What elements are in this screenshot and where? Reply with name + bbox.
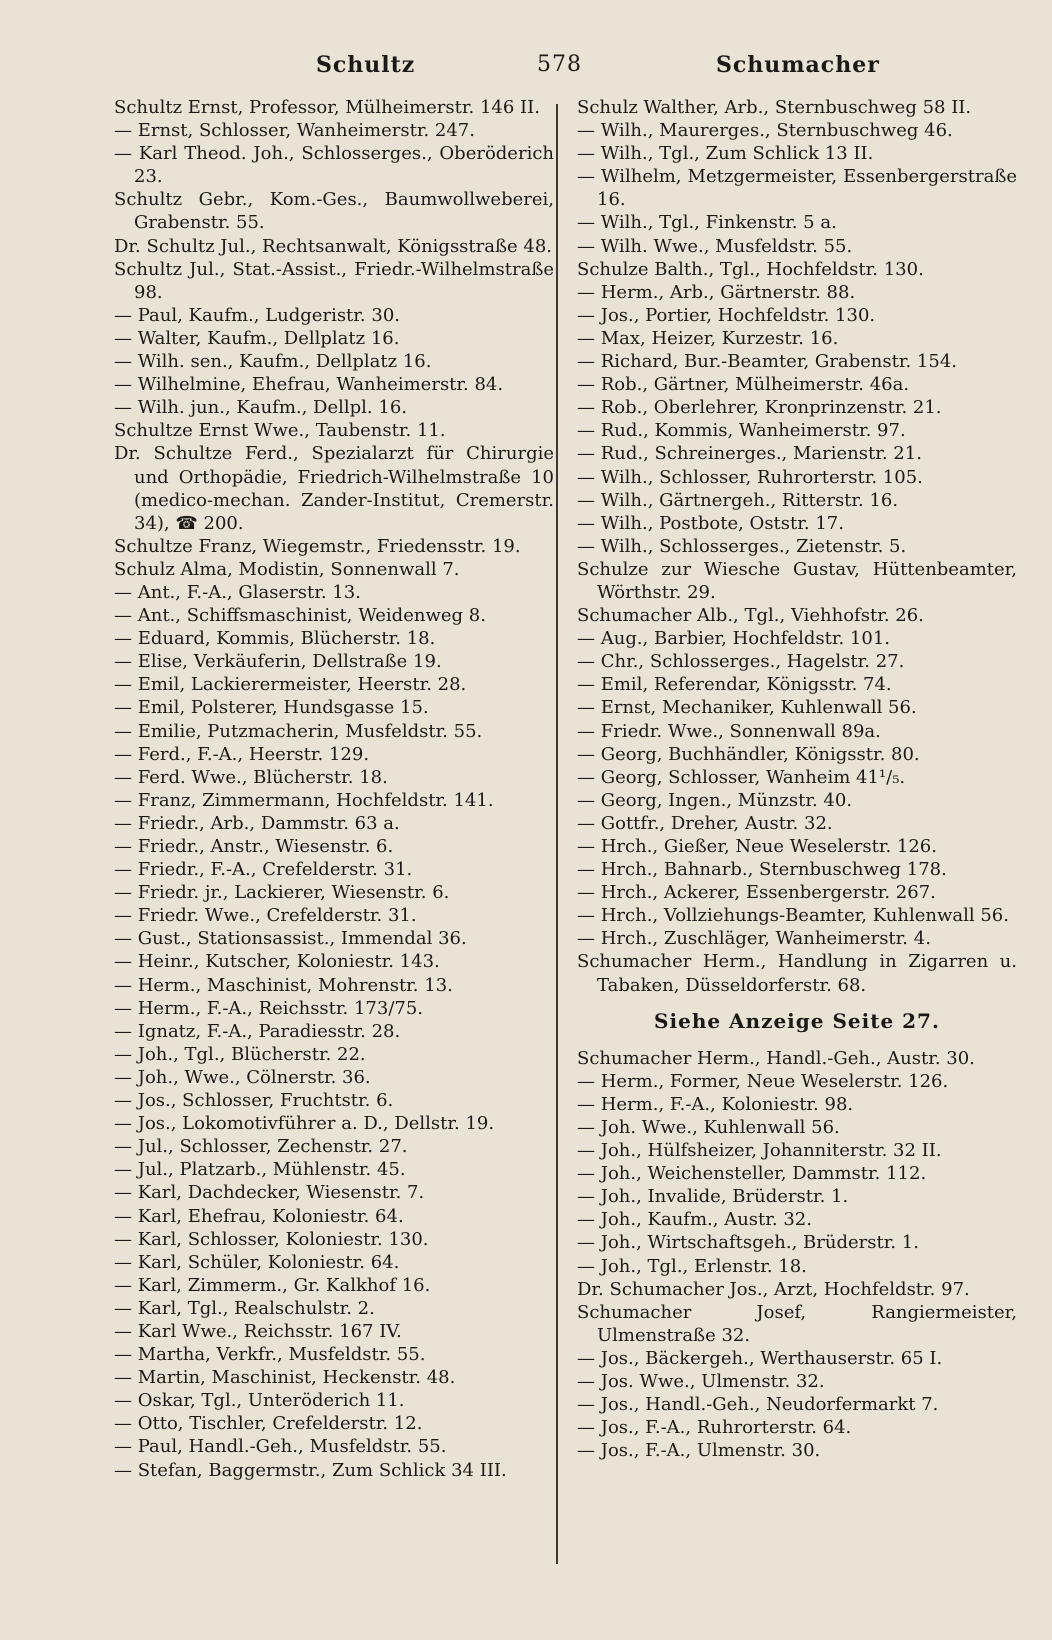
directory-entry: — Emil, Polsterer, Hundsgasse 15. (114, 697, 429, 719)
directory-entry: — Rob., Gärtner, Mülheimerstr. 46a. (577, 374, 910, 396)
directory-entry: — Karl, Schlosser, Koloniestr. 130. (114, 1228, 429, 1250)
directory-entry: — Friedr. Wwe., Sonnenwall 89a. (577, 720, 881, 742)
header-right-name: Schumacher (716, 52, 880, 78)
header-left-name: Schultz (316, 52, 416, 78)
directory-entry: — Hrch., Gießer, Neue Weselerstr. 126. (577, 836, 937, 857)
left-column (114, 96, 554, 1482)
directory-entry: — Herm., F.-A., Koloniestr. 98. (577, 1093, 854, 1115)
directory-entry: — Wilh., Schlosserges., Zietenstr. 5. (577, 535, 907, 557)
ad-notice: Siehe Anzeige Seite 27. (654, 1008, 940, 1033)
directory-entry: — Wilh., Schlosser, Ruhrorterstr. 105. (577, 466, 923, 488)
directory-entry: — Paul, Handl.-Geh., Musfeldstr. 55. (114, 1436, 447, 1458)
directory-entry: Schumacher Herm., Handlung in Zigarren u. Tabaken, Düsseldorferstr. 68. (577, 951, 1017, 996)
directory-entry: — Karl, Ehefrau, Koloniestr. 64. (114, 1205, 404, 1227)
directory-entry: — Ignatz, F.-A., Paradiesstr. 28. (114, 1020, 401, 1042)
right-column (577, 96, 1017, 1462)
directory-entry: — Eduard, Kommis, Blücherstr. 18. (114, 628, 436, 650)
directory-entry: — Herm., Arb., Gärtnerstr. 88. (577, 281, 856, 303)
directory-entry: — Martha, Verkfr., Musfeldstr. 55. (114, 1344, 426, 1366)
directory-entry: — Georg, Buchhändler, Königsstr. 80. (577, 743, 920, 765)
directory-entry: — Karl, Dachdecker, Wiesenstr. 7. (114, 1182, 425, 1204)
directory-entry: — Oskar, Tgl., Unteröderich 11. (114, 1390, 405, 1412)
directory-entry: Schultz Ernst, Professor, Mülheimerstr. 146 II. (114, 97, 540, 118)
directory-entry: — Aug., Barbier, Hochfeldstr. 101. (577, 628, 890, 650)
directory-entry: Schultz Jul., Stat.-Assist., Friedr.-Wilhelmstraße 98. (114, 258, 554, 303)
directory-entry: — Jul., Schlosser, Zechenstr. 27. (114, 1136, 408, 1158)
directory-entry: — Hrch., Zuschläger, Wanheimerstr. 4. (577, 928, 931, 950)
directory-entry: — Wilhelm, Metzgermeister, Essenbergerstraße 16. (577, 166, 1017, 211)
directory-entry: — Friedr. jr., Lackierer, Wiesenstr. 6. (114, 882, 450, 904)
directory-entry: — Wilh. Wwe., Musfeldstr. 55. (577, 235, 853, 257)
directory-entry: — Karl, Tgl., Realschulstr. 2. (114, 1297, 375, 1319)
directory-entry: — Friedr., Arb., Dammstr. 63 a. (114, 812, 400, 834)
directory-entry: — Wilh., Tgl., Zum Schlick 13 II. (577, 143, 874, 165)
directory-entry: — Emilie, Putzmacherin, Musfeldstr. 55. (114, 720, 483, 742)
directory-entry: — Joh., Kaufm., Austr. 32. (577, 1209, 812, 1231)
directory-entry: Schulz Walther, Arb., Sternbuschweg 58 II. (577, 97, 972, 118)
directory-entry: — Wilh., Gärtnergeh., Ritterstr. 16. (577, 489, 899, 511)
page-number: 578 (537, 52, 582, 77)
directory-entry: — Heinr., Kutscher, Koloniestr. 143. (114, 951, 440, 973)
directory-entry: — Herm., Maschinist, Mohrenstr. 13. (114, 974, 453, 996)
directory-entry: — Jul., Platzarb., Mühlenstr. 45. (114, 1159, 406, 1181)
column-divider (556, 104, 558, 1564)
directory-entry: — Karl Wwe., Reichsstr. 167 IV. (114, 1320, 402, 1342)
directory-entry: — Joh., Tgl., Blücherstr. 22. (114, 1043, 366, 1065)
directory-entry: — Jos., Portier, Hochfeldstr. 130. (577, 304, 876, 326)
directory-entry: — Richard, Bur.-Beamter, Grabenstr. 154. (577, 351, 957, 373)
directory-entry: — Friedr., F.-A., Crefelderstr. 31. (114, 859, 413, 881)
directory-entry: Schulz Alma, Modistin, Sonnenwall 7. (114, 558, 460, 580)
directory-entry: — Herm., Former, Neue Weselerstr. 126. (577, 1070, 949, 1092)
directory-entry: — Jos., Schlosser, Fruchtstr. 6. (114, 1090, 394, 1112)
directory-entry: Dr. Schultz Jul., Rechtsanwalt, Königsstraße 48. (114, 235, 553, 257)
directory-entry: — Hrch., Vollziehungs-Beamter, Kuhlenwall 56. (577, 905, 1009, 927)
directory-entry: Schultze Ernst Wwe., Taubenstr. 11. (114, 420, 446, 442)
directory-entry: — Martin, Maschinist, Heckenstr. 48. (114, 1367, 456, 1389)
directory-entry: — Wilh., Postbote, Oststr. 17. (577, 512, 844, 534)
directory-entry: — Jos. Wwe., Ulmenstr. 32. (577, 1370, 825, 1392)
directory-entry: — Ferd., F.-A., Heerstr. 129. (114, 743, 370, 765)
directory-entry: — Hrch., Ackerer, Essenbergerstr. 267. (577, 882, 936, 904)
directory-entry: — Ernst, Mechaniker, Kuhlenwall 56. (577, 697, 917, 719)
directory-entry: — Georg, Schlosser, Wanheim 41¹/₅. (577, 766, 906, 788)
directory-entry: — Joh., Weichensteller, Dammstr. 112. (577, 1163, 927, 1185)
directory-entry: — Walter, Kaufm., Dellplatz 16. (114, 327, 400, 349)
directory-entry: — Joh., Tgl., Erlenstr. 18. (577, 1255, 807, 1277)
directory-entry: — Ant., F.-A., Glaserstr. 13. (114, 581, 361, 603)
directory-entry: Dr. Schultze Ferd., Spezialarzt für Chirurgie und Orthopädie, Friedrich-Wilhelmstraße 10 (medico-mechan. Zander-Institut, Cremerstr. 34), ☎ 200. (114, 443, 554, 534)
directory-entry: — Ferd. Wwe., Blücherstr. 18. (114, 766, 388, 788)
directory-entry: — Friedr., Anstr., Wiesenstr. 6. (114, 836, 394, 857)
directory-entry: Schultze Franz, Wiegemstr., Friedensstr. 19. (114, 535, 521, 557)
directory-entry: — Max, Heizer, Kurzestr. 16. (577, 327, 839, 349)
directory-entry: — Karl, Zimmerm., Gr. Kalkhof 16. (114, 1274, 431, 1296)
directory-entry: — Otto, Tischler, Crefelderstr. 12. (114, 1413, 423, 1435)
directory-entry: — Jos., F.-A., Ulmenstr. 30. (577, 1440, 821, 1462)
directory-entry: — Ant., Schiffsmaschinist, Weidenweg 8. (114, 605, 486, 627)
directory-entry: Schultz Gebr., Kom.-Ges., Baumwollweberei, Grabenstr. 55. (114, 189, 554, 234)
right-column-bottom (577, 1047, 1017, 1463)
directory-entry: — Rob., Oberlehrer, Kronprinzenstr. 21. (577, 397, 942, 419)
directory-entry: — Jos., Handl.-Geh., Neudorfermarkt 7. (577, 1394, 939, 1416)
right-column-top (577, 96, 1017, 997)
directory-entry: — Karl, Schüler, Koloniestr. 64. (114, 1251, 400, 1273)
directory-entry: — Gust., Stationsassist., Immendal 36. (114, 928, 467, 950)
directory-entry: Schumacher Alb., Tgl., Viehhofstr. 26. (577, 605, 924, 627)
directory-entry: — Hrch., Bahnarb., Sternbuschweg 178. (577, 859, 947, 881)
directory-entry: Schulze zur Wiesche Gustav, Hüttenbeamter, Wörthstr. 29. (577, 558, 1017, 603)
directory-entry: — Franz, Zimmermann, Hochfeldstr. 141. (114, 789, 494, 811)
directory-entry: — Joh., Invalide, Brüderstr. 1. (577, 1186, 849, 1208)
directory-entry: — Joh. Wwe., Kuhlenwall 56. (577, 1116, 840, 1138)
directory-entry: — Emil, Referendar, Königsstr. 74. (577, 674, 892, 696)
directory-entry: — Georg, Ingen., Münzstr. 40. (577, 789, 853, 811)
directory-entry: — Stefan, Baggermstr., Zum Schlick 34 III. (114, 1459, 507, 1481)
directory-entry: — Chr., Schlosserges., Hagelstr. 27. (577, 651, 905, 673)
directory-entry: — Joh., Wirtschaftsgeh., Brüderstr. 1. (577, 1232, 919, 1254)
directory-entry: — Joh., Hülfsheizer, Johanniterstr. 32 II. (577, 1140, 942, 1162)
directory-entry: — Wilh. jun., Kaufm., Dellpl. 16. (114, 397, 408, 419)
directory-entry: — Wilhelmine, Ehefrau, Wanheimerstr. 84. (114, 374, 504, 396)
directory-entry: — Jos., Lokomotivführer a. D., Dellstr. 19. (114, 1113, 495, 1135)
directory-entry: — Gottfr., Dreher, Austr. 32. (577, 812, 833, 834)
directory-entry: — Rud., Kommis, Wanheimerstr. 97. (577, 420, 906, 442)
directory-entry: — Paul, Kaufm., Ludgeristr. 30. (114, 304, 400, 326)
directory-entry: — Emil, Lackierermeister, Heerstr. 28. (114, 674, 467, 696)
directory-entry: — Wilh., Tgl., Finkenstr. 5 a. (577, 212, 837, 234)
directory-entry: — Wilh. sen., Kaufm., Dellplatz 16. (114, 351, 432, 373)
directory-entry: — Joh., Wwe., Cölnerstr. 36. (114, 1066, 371, 1088)
directory-entry: — Jos., F.-A., Ruhrorterstr. 64. (577, 1417, 852, 1439)
directory-entry: — Wilh., Maurerges., Sternbuschweg 46. (577, 120, 953, 142)
directory-entry: Schumacher Josef, Rangiermeister, Ulmenstraße 32. (577, 1301, 1017, 1346)
directory-entry: — Rud., Schreinerges., Marienstr. 21. (577, 443, 922, 465)
directory-entry: Schumacher Herm., Handl.-Geh., Austr. 30. (577, 1047, 975, 1069)
directory-entry: Dr. Schumacher Jos., Arzt, Hochfeldstr. 97. (577, 1278, 970, 1300)
directory-entry: — Herm., F.-A., Reichsstr. 173/75. (114, 997, 424, 1019)
directory-entry: — Jos., Bäckergeh., Werthauserstr. 65 I. (577, 1347, 943, 1369)
directory-entry: — Karl Theod. Joh., Schlosserges., Oberöderich 23. (114, 143, 554, 188)
directory-entry: — Ernst, Schlosser, Wanheimerstr. 247. (114, 120, 475, 142)
running-head (0, 48, 1052, 82)
directory-entry: — Friedr. Wwe., Crefelderstr. 31. (114, 905, 417, 927)
directory-entry: — Elise, Verkäuferin, Dellstraße 19. (114, 651, 442, 673)
directory-entry: Schulze Balth., Tgl., Hochfeldstr. 130. (577, 258, 924, 280)
